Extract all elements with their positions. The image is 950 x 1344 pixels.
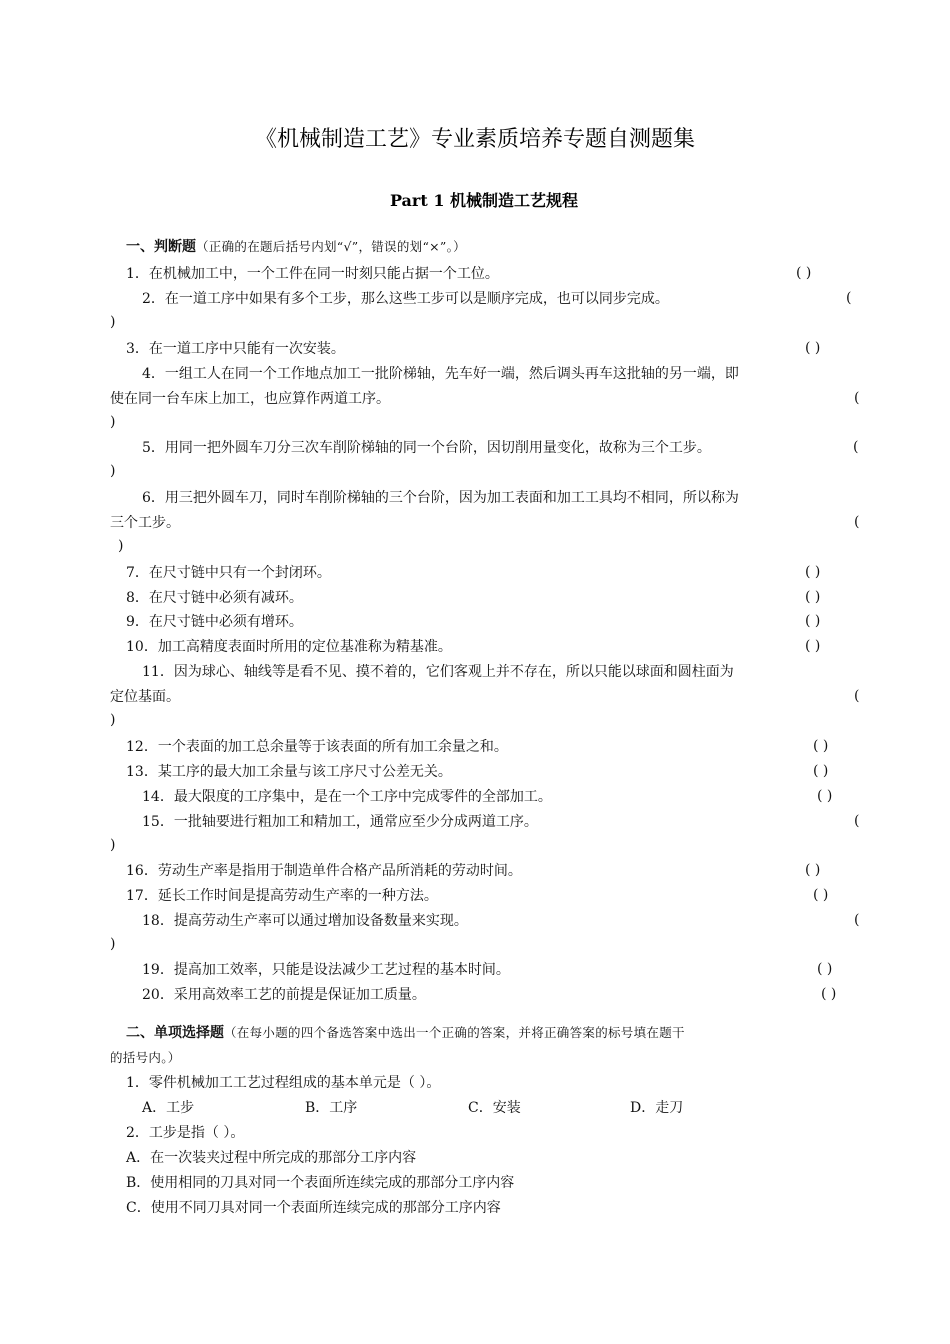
answer-bracket-close: ) — [110, 463, 116, 479]
section-title: 二、单项选择题 — [126, 1025, 224, 1041]
question-11-line-1: 11．因为球心、轴线等是看不见、摸不着的，它们客观上并不存在，所以只能以球面和圆柱面为 — [142, 664, 734, 680]
answer-bracket[interactable]: ( ) — [821, 986, 837, 1002]
answer-bracket[interactable]: ( ) — [813, 887, 829, 903]
question-17: 17．延长工作时间是提高劳动生产率的一种方法。 — [126, 888, 438, 904]
section-title: 一、判断题 — [126, 239, 196, 255]
answer-bracket-open[interactable]: ( — [854, 514, 860, 530]
answer-bracket-close: ) — [110, 712, 116, 728]
part-heading: Part 1 机械制造工艺规程 — [389, 191, 579, 210]
choice-question-2-stem: 2．工步是指（ ）。 — [126, 1125, 245, 1141]
answer-bracket-open[interactable]: ( — [854, 390, 860, 406]
question-19: 19．提高加工效率，只能是设法减少工艺过程的基本时间。 — [142, 962, 510, 978]
choice-option-a[interactable]: A．在一次装夹过程中所完成的那部分工序内容 — [126, 1150, 417, 1166]
question-9: 9．在尺寸链中必须有增环。 — [126, 614, 303, 630]
answer-bracket[interactable]: ( ) — [813, 738, 829, 754]
choice-question-1-stem: 1．零件机械加工工艺过程组成的基本单元是（ ）。 — [126, 1075, 441, 1091]
answer-bracket-open[interactable]: ( — [854, 688, 860, 704]
answer-bracket[interactable]: ( ) — [805, 564, 821, 580]
answer-bracket[interactable]: ( ) — [805, 862, 821, 878]
section-heading-single-choice — [126, 1023, 685, 1043]
choice-option-c[interactable]: C．使用不同刀具对同一个表面所连续完成的那部分工序内容 — [126, 1200, 501, 1216]
question-4-line-2: 使在同一台车床上加工，也应算作两道工序。 — [110, 391, 390, 407]
section-heading-true-false — [126, 237, 466, 257]
question-2: 2．在一道工序中如果有多个工步，那么这些工步可以是顺序完成，也可以同步完成。 — [142, 291, 669, 307]
answer-bracket-open[interactable]: ( — [846, 290, 852, 306]
section-note: （正确的在题后括号内划“√”，错误的划“×”。） — [196, 239, 466, 254]
question-12: 12．一个表面的加工总余量等于该表面的所有加工余量之和。 — [126, 739, 508, 755]
choice-option-c[interactable]: C．安装 — [468, 1100, 521, 1116]
answer-bracket[interactable]: ( ) — [796, 265, 812, 281]
section-note-continued: 的括号内。） — [110, 1050, 181, 1065]
answer-bracket[interactable]: ( ) — [813, 763, 829, 779]
question-14: 14．最大限度的工序集中，是在一个工序中完成零件的全部加工。 — [142, 789, 552, 805]
question-6-line-1: 6．用三把外圆车刀，同时车削阶梯轴的三个台阶，因为加工表面和加工工具均不相同，所以称为 — [142, 490, 739, 506]
choice-option-b[interactable]: B．工序 — [305, 1100, 358, 1116]
question-6-line-2: 三个工步。 — [110, 515, 180, 531]
question-20: 20．采用高效率工艺的前提是保证加工质量。 — [142, 987, 426, 1003]
question-15: 15．一批轴要进行粗加工和精加工，通常应至少分成两道工序。 — [142, 814, 538, 830]
question-7: 7．在尺寸链中只有一个封闭环。 — [126, 565, 331, 581]
question-16: 16．劳动生产率是指用于制造单件合格产品所消耗的劳动时间。 — [126, 863, 522, 879]
answer-bracket[interactable]: ( ) — [817, 961, 833, 977]
answer-bracket-close: ) — [110, 936, 116, 952]
answer-bracket[interactable]: ( ) — [805, 638, 821, 654]
answer-bracket-close: ) — [118, 538, 124, 554]
choice-option-a[interactable]: A．工步 — [142, 1100, 195, 1116]
answer-bracket[interactable]: ( ) — [805, 613, 821, 629]
question-8: 8．在尺寸链中必须有减环。 — [126, 590, 303, 606]
document-title: 《机械制造工艺》专业素质培养专题自测题集 — [254, 127, 695, 152]
question-3: 3．在一道工序中只能有一次安装。 — [126, 341, 345, 357]
answer-bracket-open[interactable]: ( — [854, 813, 860, 829]
choice-option-b[interactable]: B．使用相同的刀具对同一个表面所连续完成的那部分工序内容 — [126, 1175, 515, 1191]
answer-bracket-close: ) — [110, 414, 116, 430]
question-18: 18．提高劳动生产率可以通过增加设备数量来实现。 — [142, 913, 468, 929]
question-11-line-2: 定位基面。 — [110, 689, 180, 705]
section-note: （在每小题的四个备选答案中选出一个正确的答案，并将正确答案的标号填在题干 — [224, 1025, 685, 1040]
question-4-line-1: 4．一组工人在同一个工作地点加工一批阶梯轴，先车好一端，然后调头再车这批轴的另一端，即 — [142, 366, 739, 382]
question-10: 10．加工高精度表面时所用的定位基准称为精基准。 — [126, 639, 452, 655]
answer-bracket-open[interactable]: ( — [853, 439, 859, 455]
answer-bracket-close: ) — [110, 314, 116, 330]
question-13: 13．某工序的最大加工余量与该工序尺寸公差无关。 — [126, 764, 452, 780]
answer-bracket[interactable]: ( ) — [805, 589, 821, 605]
question-5: 5．用同一把外圆车刀分三次车削阶梯轴的同一个台阶，因切削用量变化，故称为三个工步。 — [142, 440, 711, 456]
answer-bracket[interactable]: ( ) — [817, 788, 833, 804]
answer-bracket-close: ) — [110, 837, 116, 853]
answer-bracket[interactable]: ( ) — [805, 340, 821, 356]
answer-bracket-open[interactable]: ( — [854, 912, 860, 928]
choice-option-d[interactable]: D．走刀 — [630, 1100, 684, 1116]
question-1: 1．在机械加工中，一个工件在同一时刻只能占据一个工位。 — [126, 266, 499, 282]
